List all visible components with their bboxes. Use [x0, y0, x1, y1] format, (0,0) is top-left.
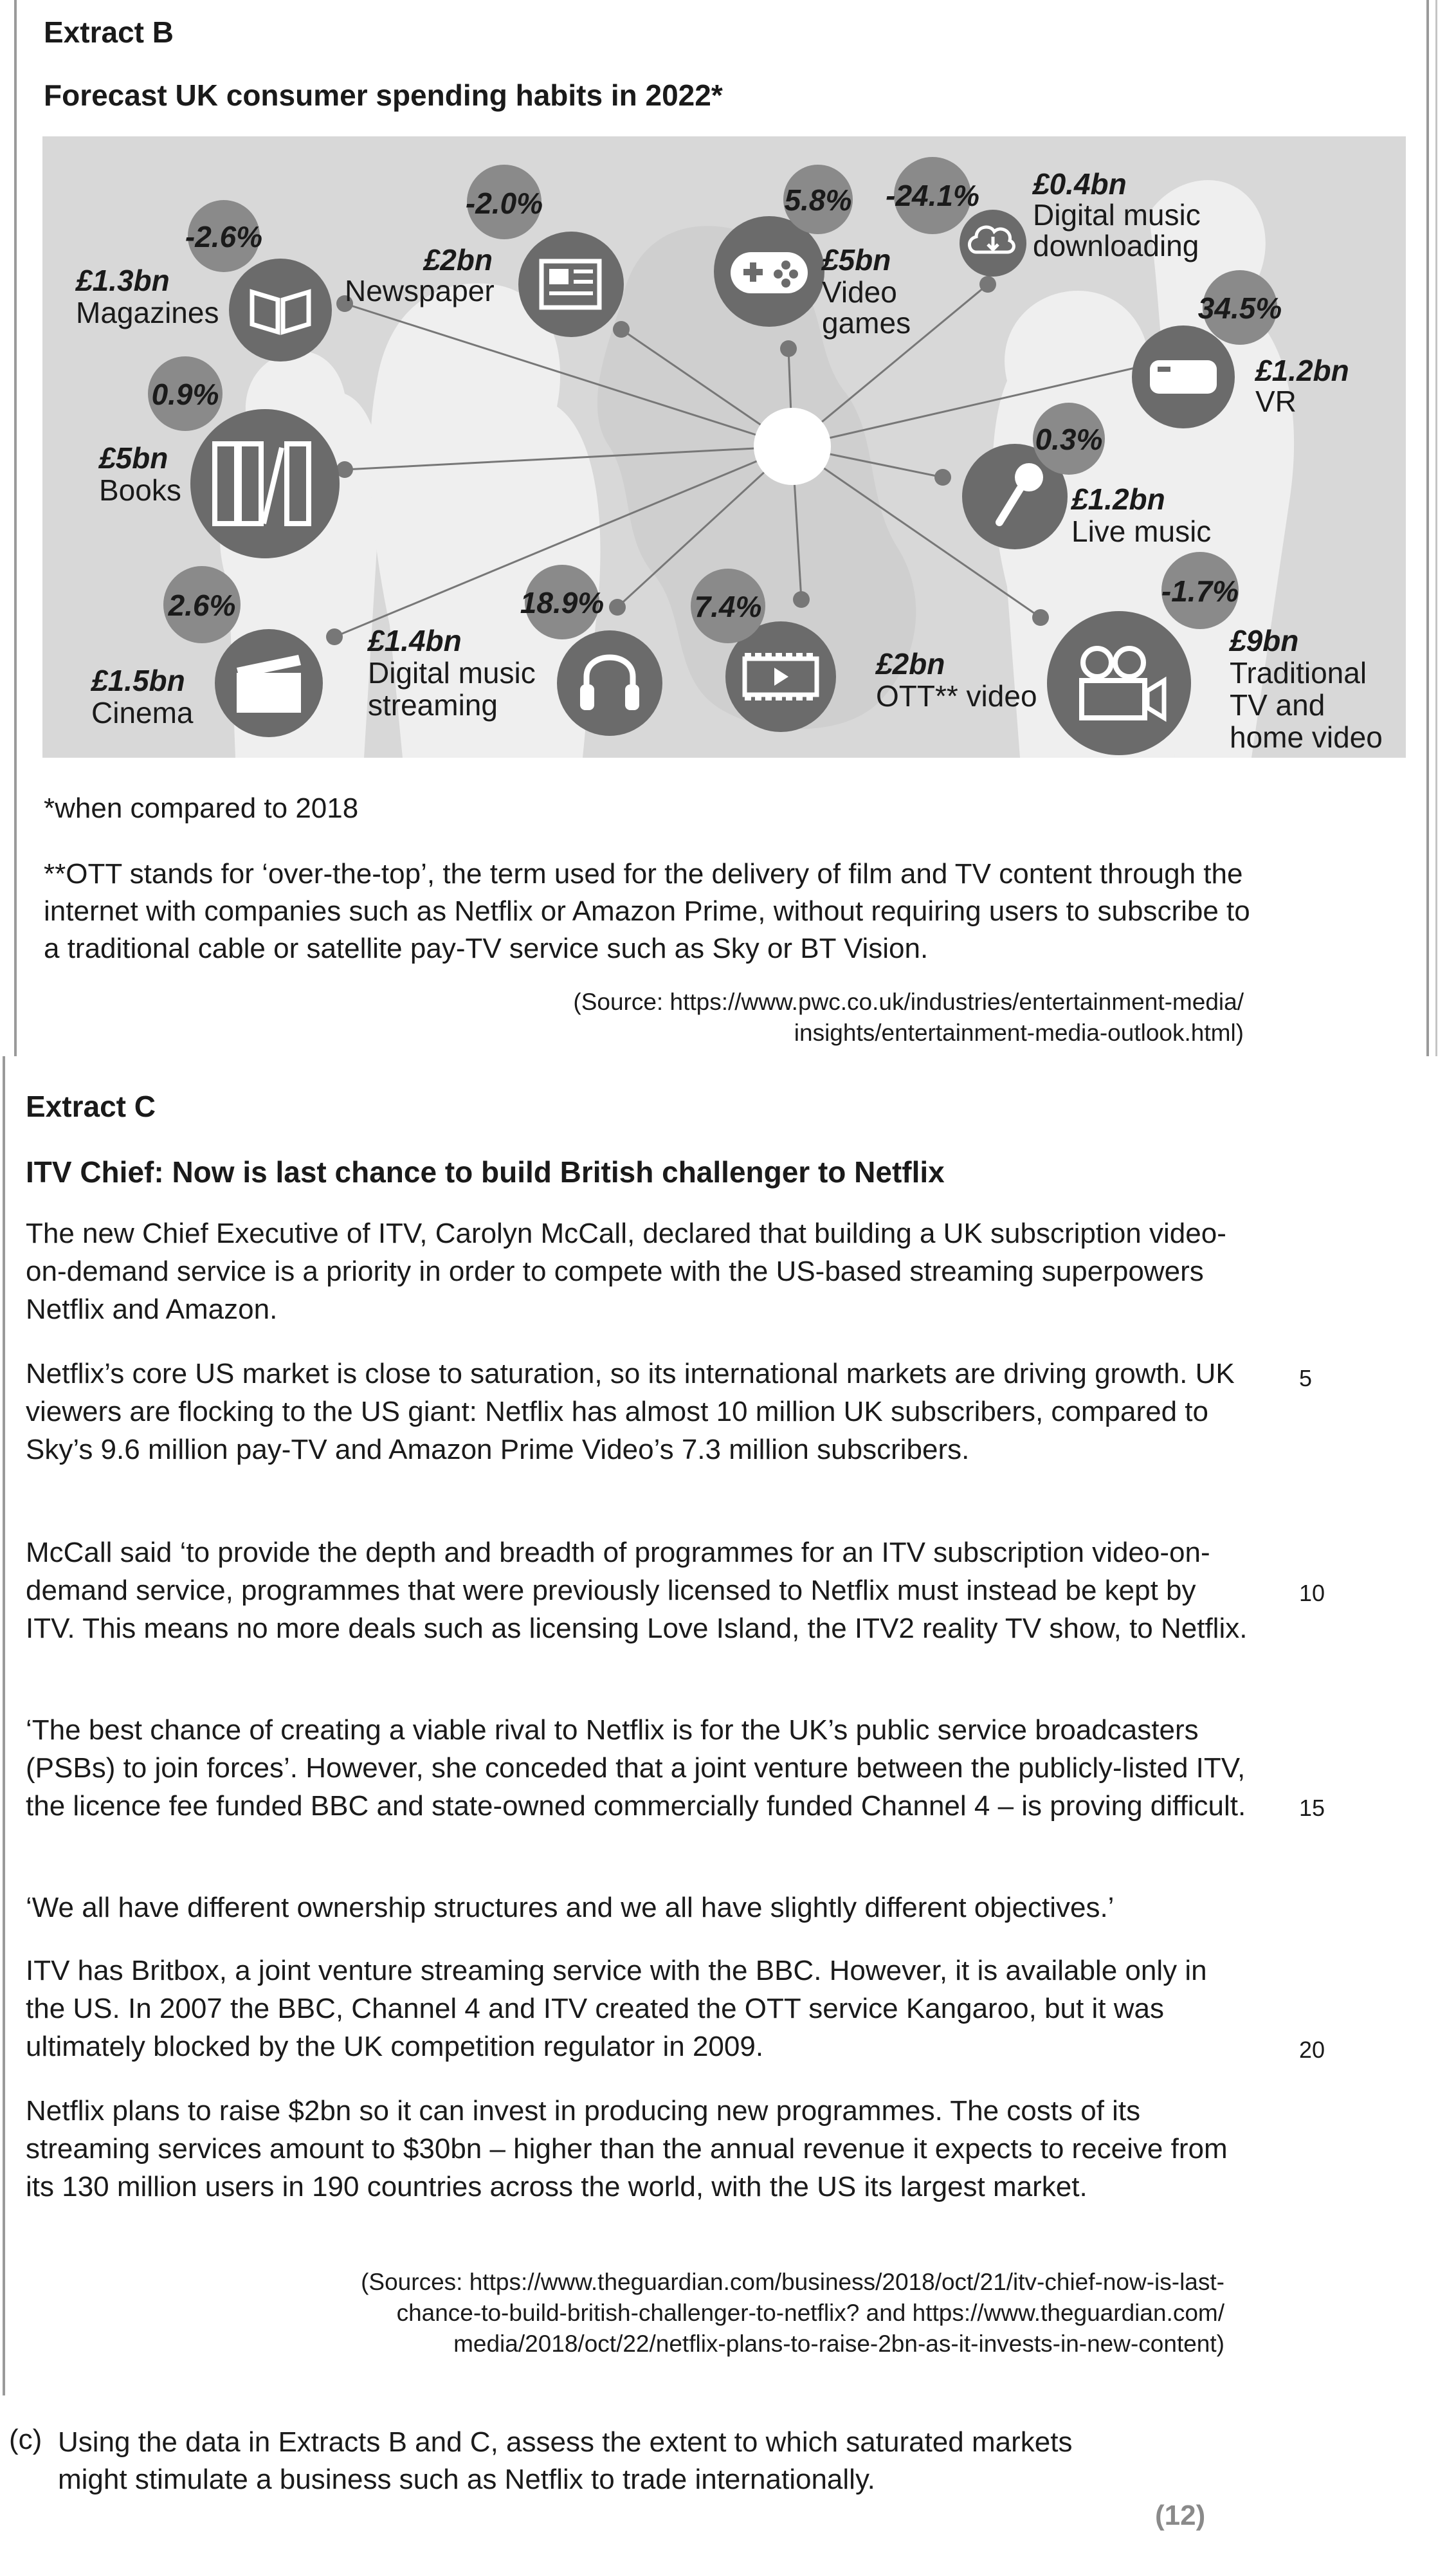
digital-music-downloading-label-2: downloading: [1033, 229, 1199, 262]
line-number-15: 15: [1299, 1795, 1325, 1821]
extract-b-title: Forecast UK consumer spending habits in 2022*: [44, 78, 723, 112]
video-games-value: £5bn: [822, 243, 891, 277]
vr-headset-icon: [1150, 360, 1217, 394]
video-games-label-2: games: [822, 306, 911, 340]
vr-change: 34.5%: [1197, 291, 1282, 325]
digital-music-downloading-item: [886, 157, 1201, 277]
digital-music-streaming-value: £1.4bn: [368, 624, 462, 657]
newspaper-value: £2bn: [423, 243, 493, 277]
books-change: 0.9%: [151, 378, 219, 411]
extract-c-paragraph-6: ITV has Britbox, a joint venture streaming service with the BBC. However, it is available only in the US. In 2007 the BBC, Channel 4 and ITV created the OTT service Kangaroo, but it was ultimately blocked by the UK competition regulator in 2009.: [26, 1955, 1207, 2062]
magazines-value: £1.3bn: [76, 264, 170, 297]
question-text-line-2: might stimulate a business such as Netflix to trade internationally.: [58, 2464, 875, 2495]
traditional-tv-change: -1.7%: [1161, 574, 1239, 608]
ott-video-label: OTT** video: [876, 679, 1037, 713]
digital-music-streaming-change: 18.9%: [520, 586, 605, 619]
line-number-10: 10: [1299, 1580, 1325, 1606]
extract-c-paragraph-4: ‘The best chance of creating a viable rival to Netflix is for the UK’s public service broadcasters (PSBs) to join forces’. However, she conceded that a joint venture between the publicly-listed ITV, the licence fee funded BBC and state-owned commercially funded Channel 4 – is proving difficult.: [26, 1714, 1246, 1822]
digital-music-streaming-label-2: streaming: [368, 688, 498, 722]
question-text-line-1: Using the data in Extracts B and C, assess the extent to which saturated markets: [58, 2426, 1073, 2458]
extract-b-border-right: [1426, 0, 1429, 1056]
cinema-value: £1.5bn: [91, 664, 185, 697]
extract-c-heading: Extract C: [26, 1090, 156, 1123]
extract-b-source-line-2: insights/entertainment-media-outlook.html): [794, 1020, 1244, 1046]
newspaper-label: Newspaper: [345, 274, 495, 307]
cinema-change: 2.6%: [168, 589, 236, 622]
traditional-tv-label-3: home video: [1230, 720, 1383, 754]
extract-c-paragraph-5: ‘We all have different ownership structures and we all have slightly different objectives.’: [26, 1892, 1115, 1923]
extract-c-title: ITV Chief: Now is last chance to build British challenger to Netflix: [26, 1155, 945, 1189]
video-games-label-1: Video: [822, 275, 897, 309]
traditional-tv-value: £9bn: [1230, 624, 1299, 657]
live-music-label: Live music: [1071, 515, 1212, 548]
extract-b-border-left: [14, 0, 17, 1056]
extract-c-paragraph-3: McCall said ‘to provide the depth and breadth of programmes for an ITV subscription video-on-demand service, programmes that were previously licensed to Netflix must instead be kept by ITV. This means no more deals such as licensing Love Island, the ITV2 reality TV show, to Netflix.: [26, 1537, 1248, 1644]
extract-c-sources: [67, 2267, 1224, 2359]
magazines-label: Magazines: [76, 296, 219, 329]
digital-music-downloading-value: £0.4bn: [1033, 167, 1127, 201]
magazines-item: [75, 200, 332, 362]
live-music-change: 0.3%: [1035, 423, 1103, 456]
ott-video-value: £2bn: [876, 647, 945, 681]
extract-b-source-line-1: (Source: https://www.pwc.co.uk/industries/entertainment-media/: [573, 989, 1244, 1015]
books-value: £5bn: [99, 441, 168, 475]
vr-value: £1.2bn: [1255, 354, 1349, 387]
books-label: Books: [99, 473, 181, 507]
digital-music-downloading-change: -24.1%: [886, 179, 979, 212]
line-number-5: 5: [1299, 1365, 1313, 1391]
extract-c-paragraph-7: Netflix plans to raise $2bn so it can invest in producing new programmes. The costs of its streaming services amount to $30bn – higher than the annual revenue it expects to receive from its 130 million users in 190 countries across the world, with the US its largest market.: [26, 2095, 1228, 2202]
video-games-change: 5.8%: [784, 183, 852, 217]
newspaper-change: -2.0%: [465, 187, 543, 220]
question-text: [58, 2424, 1072, 2498]
spending-infographic: [42, 136, 1406, 758]
cinema-label: Cinema: [91, 696, 194, 729]
extract-c-border-left: [3, 1056, 5, 2395]
digital-music-streaming-label-1: Digital music: [368, 656, 536, 690]
hub-circle: [754, 408, 831, 485]
extract-c-paragraph-1: The new Chief Executive of ITV, Carolyn McCall, declared that building a UK subscription video-on-demand service is a priority in order to compete with the US-based streaming superpowers Netflix and Amazon.: [26, 1218, 1226, 1325]
extract-c-source-line-2: chance-to-build-british-challenger-to-netflix? and https://www.theguardian.com/: [396, 2300, 1224, 2326]
gamepad-icon: [731, 252, 808, 293]
question-marks: (12): [1155, 2500, 1206, 2531]
footnote-ott-definition: **OTT stands for ‘over-the-top’, the term used for the delivery of film and TV content through the internet with companies such as Netflix or Amazon Prime, without requiring users to subscribe to a traditional cable or satellite pay-TV service such as Sky or BT Vision.: [44, 858, 1250, 964]
live-music-value: £1.2bn: [1071, 482, 1165, 516]
question-label: (c): [9, 2424, 42, 2455]
traditional-tv-label-1: Traditional: [1230, 656, 1367, 690]
line-number-20: 20: [1299, 2037, 1325, 2063]
vr-label: VR: [1255, 385, 1297, 418]
traditional-tv-label-2: TV and: [1230, 688, 1325, 722]
extract-b-source: [279, 987, 1244, 1048]
magazines-change: -2.6%: [185, 220, 263, 253]
extract-c-paragraph-2: Netflix’s core US market is close to saturation, so its international markets are driving growth. UK viewers are flocking to the US giant: Netflix has almost 10 million UK subscribers, compared to Sky’s 9.6 million pay-TV and Amazon Prime Video’s 7.3 million subscribers.: [26, 1358, 1235, 1465]
extract-b-border-right-inner: [1435, 0, 1437, 1056]
ott-video-change: 7.4%: [694, 590, 762, 623]
extract-b-heading: Extract B: [44, 15, 174, 49]
extract-c-source-line-3: media/2018/oct/22/netflix-plans-to-raise-2bn-as-it-invests-in-new-content): [453, 2330, 1224, 2357]
footnote-compared-2018: *when compared to 2018: [44, 792, 359, 824]
infographic-canvas: [42, 136, 1406, 758]
digital-music-downloading-label-1: Digital music: [1033, 198, 1201, 232]
extract-c-source-line-1: (Sources: https://www.theguardian.com/business/2018/oct/21/itv-chief-now-is-last-: [361, 2269, 1224, 2295]
